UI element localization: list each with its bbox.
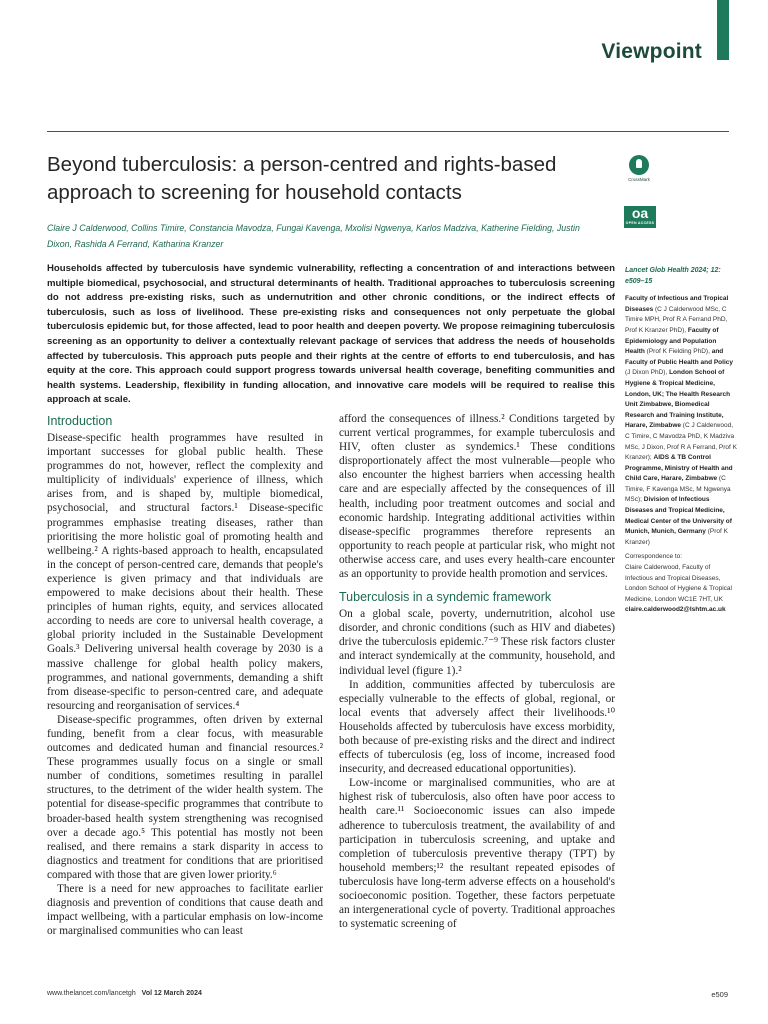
correspondence-email-link[interactable]: claire.calderwood2@lshtm.ac.uk (625, 606, 726, 614)
affiliation: AIDS & TB Control Programme, Ministry of Health and Child Care, Harare, Zimbabwe (C Timire, F Kavenga MSc, M Ngwenya MSc); (625, 454, 733, 504)
sidebar-margin (625, 266, 737, 616)
affiliations (625, 294, 737, 548)
section-heading-syndemic: Tuberculosis in a syndemic framework (339, 590, 552, 605)
author-list[interactable]: Claire J Calderwood, Collins Timire, Constancia Mavodza, Fungai Kavenga, Mxolisi Ngwenya, Karlos Madziva, Katherine Fielding, Justin Dixon, Rashida A Ferrand, Katharina Kranzer (47, 223, 580, 249)
article-title: Beyond tuberculosis: a person-centred and rights-based approach to screening for household contacts (47, 153, 557, 204)
footer-left (47, 990, 202, 997)
correspondence-address: Claire Calderwood, Faculty of Infectious and Tropical Diseases, London School of Hygiene & Tropical Medicine, London WC1E 7HT, UK (625, 564, 732, 603)
header-divider (47, 131, 729, 132)
affiliation: and Faculty of Public Health and Policy (J Dixon PhD), (625, 348, 733, 377)
page-number: e509 (711, 990, 728, 999)
section-label: Viewpoint (601, 40, 702, 63)
footer-url-link[interactable]: www.thelancet.com/lancetgh (47, 990, 136, 997)
open-access-icon (624, 206, 656, 228)
paragraph: Low-income or marginalised communities, who are at highest risk of tuberculosis, also often have poor access to health care.¹¹ Socioeconomic issues can also impede adherence to tuberculosis treatment, the availability of and participation in tuberculosis screening, and uptake and completion of tuberculosis preventive therapy (TPT) by household members;¹² the resultant repeated episodes of tuberculosis have long-term adverse effects on a household's socioeconomic position. Together, these factors perpetuate an intergenerational cycle of poverty. Traditional approaches to systematic screening of (339, 777, 615, 931)
paragraph: There is a need for new approaches to facilitate earlier diagnosis and prevention of conditions that cause death and impact wellbeing, with a particular emphasis on low-income or marginalised communities who can least (47, 883, 323, 938)
body-column-left (47, 412, 323, 938)
abstract: Households affected by tuberculosis have syndemic vulnerability, reflecting a concentration of and interactions between multiple biomedical, psychosocial, and structural determinants of health. Traditional approaches to tuberculosis screening do not address pre-existing risks, such as undernutrition and other chronic conditions, or the indirect effects of tuberculosis, such as loss of livelihood. These pre-existing risks and consequences not only perpetuate the global tuberculosis epidemic but, for those affected, lead to poor health and deepen poverty. We propose reimagining tuberculosis screening as an opportunity to deliver a contextually relevant package of services that address the needs of households affected by tuberculosis. This approach puts people and their rights at the centre of efforts to end tuberculosis, and has equity at the core. This approach could support progress towards universal health coverage, benefiting communities and health systems. Leadership, flexibility in funding allocation, and innovative care models will be required to realise this approach at scale. (47, 263, 615, 406)
affiliation: London School of Hygiene & Tropical Medicine, London, UK; The Health Research Unit Zimbabwe, Biomedical Research and Training Institute, Harare, Zimbabwe (C J Calderwood, C Timire, C Mavodza PhD, K Madziva MSc, J Dixon, Prof R A Ferrand, Prof K Kranzer); (625, 369, 737, 462)
footer-volume: Vol 12 March 2024 (141, 990, 202, 997)
journal-citation: Lancet Glob Health 2024; 12: e509–15 (625, 267, 721, 285)
oa-sublabel: OPEN ACCESS (625, 221, 655, 225)
paragraph: Disease-specific programmes, often driven by external funding, benefit from a clear focus, with measurable outcomes and dedicated human and financial resources.² These programmes usually focus on a single or small number of conditions, sometimes resulting in parallel structures, to the detriment of the wider health system. The potential for disease-specific programmes that contribute to broader-based health system strengthening was recognised over a decade ago.⁵ This potential has mostly not been realised, and there remains a stark disparity in access to diagnostics and treatment for conditions that are prioritised compared with those that are given lower priority.⁶ (47, 713, 323, 881)
affiliation: Faculty of Epidemiology and Population Health (Prof K Fielding PhD), (625, 326, 719, 356)
accent-bar (717, 0, 729, 60)
affiliation: Division of Infectious Diseases and Tropical Medicine, Medical Center of the University of Munich, Munich, Germany (Prof K Kranzer) (625, 496, 732, 546)
paragraph: afford the consequences of illness.² Conditions targeted by current vertical programmes, for example tuberculosis and HIV, often cluster as syndemics.¹ These conditions disproportionately affect the most vulnerable—people who also encounter the highest barriers when accessing health care and are especially affected by the consequences of ill health, including poor treatment outcomes and social and economic hardship. Integrating additional activities within disease-specific programmes therefore represents an opportunity to reach people at particular risk, who might not otherwise access care, and uses every health-care encounter as an opportunity to provide health promotion and services. (339, 413, 615, 581)
section-heading-introduction: Introduction (47, 414, 113, 428)
correspondence-label: Correspondence to: (625, 553, 683, 561)
crossmark-circle (629, 155, 649, 175)
paragraph: In addition, communities affected by tuberculosis are especially vulnerable to the effects of global, regional, or local events that adversely affect their livelihoods.¹⁰ Households affected by tuberculosis have excess morbidity, both because of pre-existing risks and the direct and indirect effects of tuberculosis (eg, loss of income, increased food insecurity, and decreased educational opportunities). (339, 678, 615, 776)
paragraph: Disease-specific health programmes have resulted in important successes for global public health. These programmes do not, however, reflect the complexity and multiplicity of individuals' experience of illness, which arises from, and is shaped by, multiple biomedical, psychosocial, and structural factors.¹ Disease-specific programmes emphasise treating diseases, rather than prioritising the more holistic goal of promoting health and wellbeing.² A rights-based approach to health, encapsulated in the concept of person-centred care, demands that people's experience is given primacy and that individuals are empowered to make decisions about their health. These principles of human rights, equity, and services allocated according to needs are core to universal health coverage, a global priority included in the Sustainable Development Goals.³ Delivering universal health coverage by 2030 is a massive challenge for global health policy makers, programmes, and national governments, demanding a shift from disease-specific to person-centred care, and adequate resourcing and reorganisation of services.⁴ (47, 432, 323, 712)
crossmark-icon[interactable] (624, 155, 654, 182)
affiliation: Faculty of Infectious and Tropical Diseases (C J Calderwood MSc, C Timire MPH, Prof R A Ferrand PhD, Prof K Kranzer PhD), (625, 295, 729, 334)
crossmark-label: CrossMark (628, 177, 650, 182)
paragraph: On a global scale, poverty, undernutrition, alcohol use disorder, and chronic conditions (such as HIV and diabetes) drive the tuberculosis epidemic.⁷⁻⁹ These risk factors cluster and interact syndemically at the community, household, and individual level (figure 1).² (339, 608, 615, 677)
body-column-right (339, 412, 615, 931)
oa-label: oa (631, 205, 649, 221)
